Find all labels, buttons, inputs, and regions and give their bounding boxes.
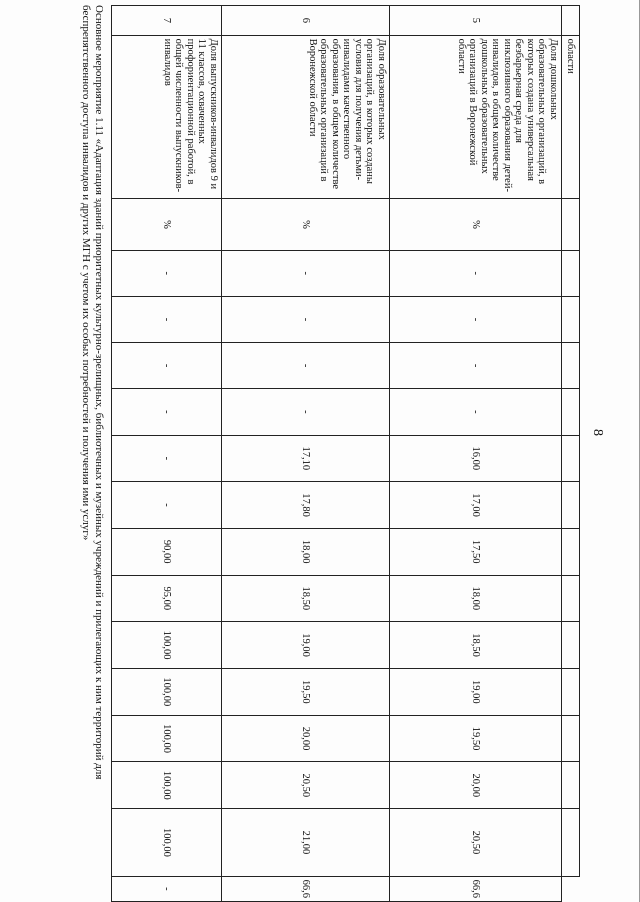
value-cell: - xyxy=(112,435,222,482)
value-cell: 66,6 xyxy=(390,876,562,901)
value-cell: 18,00 xyxy=(222,528,390,575)
value-cell: 18,50 xyxy=(390,622,562,669)
value-cell: - xyxy=(112,250,222,296)
value-cell: - xyxy=(222,389,390,435)
header-cell xyxy=(562,715,580,762)
unit-cell: % xyxy=(112,199,222,250)
header-cell xyxy=(562,343,580,389)
header-cell xyxy=(562,668,580,715)
value-cell: 90,00 xyxy=(112,528,222,575)
value-cell: 18,00 xyxy=(390,575,562,622)
value-cell: 16,00 xyxy=(390,435,562,482)
value-cell: 20,00 xyxy=(222,715,390,762)
table-row xyxy=(390,6,562,902)
value-cell: 19,50 xyxy=(222,668,390,715)
value-cell: 18,50 xyxy=(222,575,390,622)
value-cell: 21,00 xyxy=(222,809,390,876)
header-cell xyxy=(562,762,580,809)
unit-cell: % xyxy=(390,199,562,250)
value-cell: 17,50 xyxy=(390,528,562,575)
unit-cell: % xyxy=(222,199,390,250)
header-cell xyxy=(562,809,580,876)
value-cell: - xyxy=(112,343,222,389)
header-cell xyxy=(562,389,580,435)
table-row xyxy=(112,6,222,902)
header-cell xyxy=(562,435,580,482)
header-cell xyxy=(562,250,580,296)
value-cell: - xyxy=(222,296,390,342)
header-cell xyxy=(562,622,580,669)
page-number: 8 xyxy=(590,429,605,436)
table-row xyxy=(222,6,390,902)
value-cell: - xyxy=(390,296,562,342)
value-cell: 100,00 xyxy=(112,668,222,715)
header-cell xyxy=(562,296,580,342)
value-cell: 20,00 xyxy=(390,762,562,809)
value-cell: 66,6 xyxy=(222,876,390,901)
value-cell: 95,00 xyxy=(112,575,222,622)
value-cell: - xyxy=(390,343,562,389)
value-cell: - xyxy=(390,250,562,296)
value-cell: - xyxy=(390,389,562,435)
table-header-row xyxy=(562,6,580,902)
indicator-name: Доля дошкольных образовательных организаций, в которых создана универсальная безбарьерная среда для инклюзивного образования детей-инвалидов, в общем количестве дошкольных образовательных организаций в Воронежской области xyxy=(390,35,562,199)
value-cell: - xyxy=(112,876,222,901)
indicator-name: Доля выпускников-инвалидов 9 и 11 классов, охваченных профориентационной работой, в общей численности выпускников-инвалидов xyxy=(112,35,222,199)
value-cell: 20,50 xyxy=(222,762,390,809)
section-heading-footnote: Основное мероприятие 1.11 «Адаптация зданий приоритетных культурно-зрелищных, библиотечных и музейных учреждений и прилегающих к ним территорий для беспрепятственного доступа инвалидов и других МГН с учетом их особых потребностей и получения ими услуг» xyxy=(80,5,105,780)
value-cell: 100,00 xyxy=(112,809,222,876)
value-cell: 100,00 xyxy=(112,762,222,809)
value-cell: - xyxy=(112,482,222,529)
header-cell xyxy=(562,482,580,529)
header-name-cell: области xyxy=(562,35,580,199)
value-cell: - xyxy=(222,343,390,389)
header-num-cell xyxy=(562,6,580,36)
value-cell: 100,00 xyxy=(112,715,222,762)
value-cell: 17,80 xyxy=(222,482,390,529)
indicators-table xyxy=(111,5,580,902)
value-cell: 17,10 xyxy=(222,435,390,482)
header-cell xyxy=(562,528,580,575)
row-number: 5 xyxy=(390,6,562,36)
indicator-name: Доля образовательных организаций, в которых созданы условия для получения детьми-инвалидами качественного образования, в общем количестве образовательных организаций в Воронежской области xyxy=(222,35,390,199)
value-cell: 20,50 xyxy=(390,809,562,876)
row-number: 7 xyxy=(112,6,222,36)
row-number: 6 xyxy=(222,6,390,36)
value-cell: 19,00 xyxy=(390,668,562,715)
header-cell xyxy=(562,199,580,250)
value-cell: 19,00 xyxy=(222,622,390,669)
value-cell: 19,50 xyxy=(390,715,562,762)
value-cell: - xyxy=(222,250,390,296)
value-cell: 100,00 xyxy=(112,622,222,669)
value-cell: 17,00 xyxy=(390,482,562,529)
value-cell: - xyxy=(112,389,222,435)
header-cell xyxy=(562,575,580,622)
value-cell: - xyxy=(112,296,222,342)
